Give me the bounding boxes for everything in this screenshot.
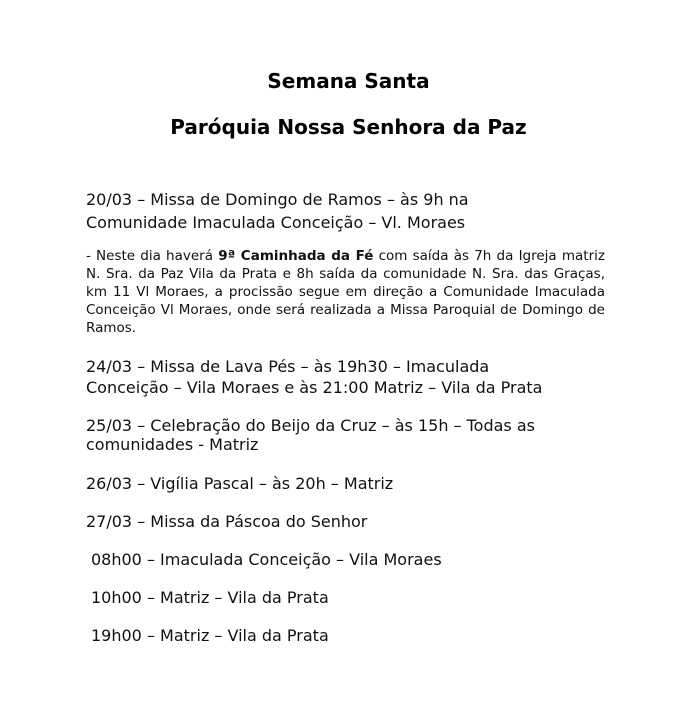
event-cross-line-1: 25/03 – Celebração do Beijo da Cruz – às 15h – Todas as	[86, 416, 535, 435]
parish-name: Paróquia Nossa Senhora da Paz	[170, 115, 527, 139]
event-cross-line-2: comunidades - Matriz	[86, 435, 259, 454]
schedule-item: 08h00 – Imaculada Conceição – Vila Moraes	[91, 550, 442, 569]
note-highlight: 9ª Caminhada da Fé	[218, 248, 374, 264]
event-foot-washing-line-1: 24/03 – Missa de Lava Pés – às 19h30 – Imaculada	[86, 357, 490, 376]
schedule-item: 19h00 – Matriz – Vila da Prata	[91, 626, 329, 645]
event-easter: 27/03 – Missa da Páscoa do Senhor	[86, 512, 368, 531]
event-foot-washing-line-2: Conceição – Vila Moraes e às 21:00 Matriz – Vila da Prata	[86, 378, 543, 397]
event-palm-sunday-line-1: 20/03 – Missa de Domingo de Ramos – às 9h na	[86, 190, 469, 209]
walk-of-faith-note	[86, 247, 605, 337]
note-prefix: - Neste dia haverá	[86, 248, 219, 264]
page-title: Semana Santa	[267, 69, 430, 93]
event-vigil: 26/03 – Vigília Pascal – às 20h – Matriz	[86, 474, 394, 493]
note-suffix: com saída às 7h da Igreja matriz N. Sra. da Paz Vila da Prata e 8h saída da comunidade N. Sra. das Graças, km 11 Vl Moraes, a procissão segue em direção a Comunidade Imaculada Conceição Vl Moraes, onde será realizada a Missa Paroquial de Domingo de Ramos.	[86, 248, 605, 336]
event-palm-sunday-line-2: Comunidade Imaculada Conceição – Vl. Moraes	[86, 213, 466, 232]
schedule-item: 10h00 – Matriz – Vila da Prata	[91, 588, 329, 607]
